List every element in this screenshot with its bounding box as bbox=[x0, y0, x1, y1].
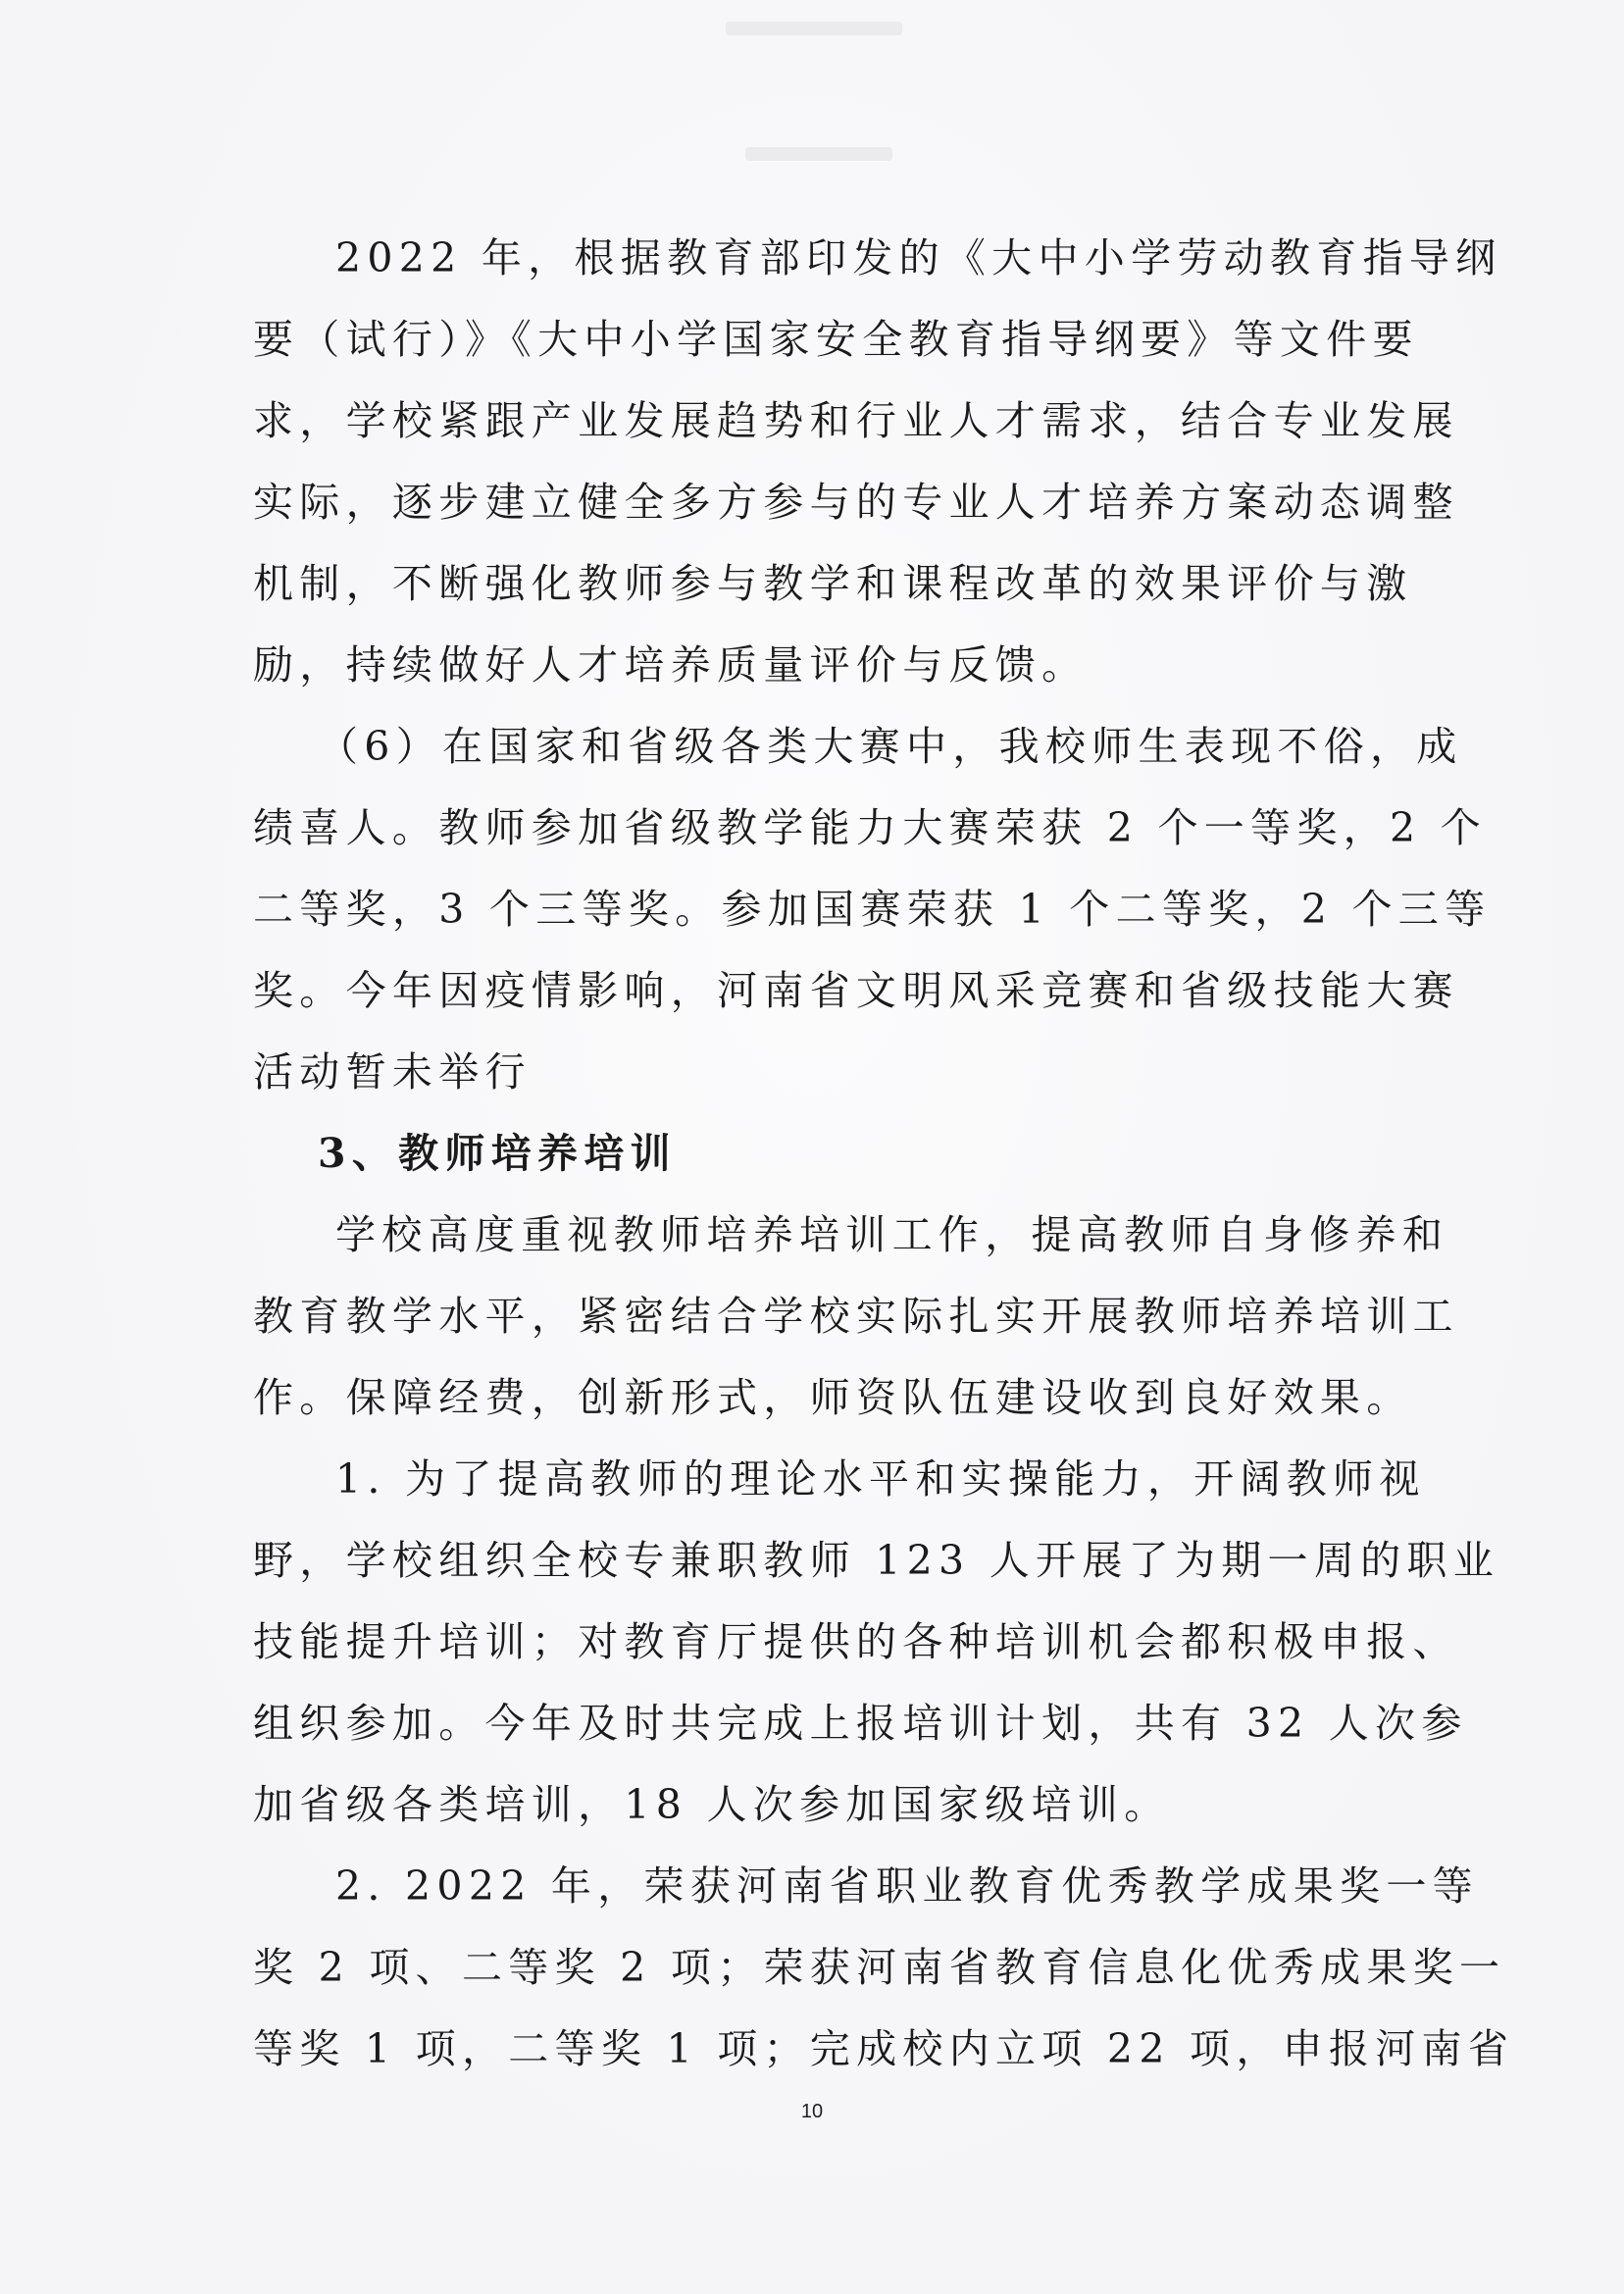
paragraph-training-item-1 bbox=[253, 1439, 1500, 1846]
text-line: 2. 2022 年，荣获河南省职业教育优秀教学成果奖一等 bbox=[335, 1862, 1479, 1910]
text-line: 学校高度重视教师培养培训工作，提高教师自身修养和 bbox=[335, 1211, 1449, 1258]
text-line: 绩喜人。教师参加省级教学能力大赛荣获 2 个一等奖，2 个 bbox=[253, 804, 1487, 851]
text-line: 技能提升培训；对教育厅提供的各种培训机会都积极申报、 bbox=[253, 1618, 1459, 1665]
text-line: 野，学校组织全校专兼职教师 123 人开展了为期一周的职业 bbox=[253, 1537, 1500, 1584]
text-line: 机制，不断强化教师参与教学和课程改革的效果评价与激 bbox=[253, 560, 1413, 607]
text-line: 要（试行）》《大中小学国家安全教育指导纲要》等文件要 bbox=[253, 316, 1419, 363]
text-line: 作。保障经费，创新形式，师资队伍建设收到良好效果。 bbox=[253, 1374, 1413, 1421]
text-line: 2022 年，根据教育部印发的《大中小学劳动教育指导纲 bbox=[335, 234, 1502, 281]
text-line: （6）在国家和省级各类大赛中，我校师生表现不俗，成 bbox=[318, 723, 1463, 770]
text-line: 1. 为了提高教师的理论水平和实操能力，开阔教师视 bbox=[335, 1455, 1426, 1503]
text-line: 二等奖，3 个三等奖。参加国赛荣获 1 个二等奖，2 个三等 bbox=[253, 886, 1492, 933]
text-line: 教育教学水平，紧密结合学校实际扎实开展教师培养培训工 bbox=[253, 1293, 1459, 1340]
text-line: 等奖 1 项，二等奖 1 项；完成校内立项 22 项，申报河南省 bbox=[253, 2025, 1515, 2072]
scan-bleed-mark bbox=[745, 147, 892, 161]
paragraph-training-intro bbox=[253, 1195, 1459, 1439]
text-line: 奖 2 项、二等奖 2 项；荣获河南省教育信息化优秀成果奖一 bbox=[253, 1944, 1506, 1991]
scan-bleed-mark bbox=[726, 22, 902, 35]
section-heading-teacher-training: 3、教师培养培训 bbox=[318, 1130, 677, 1177]
paragraph-training-item-2 bbox=[253, 1846, 1515, 2090]
paragraph-labor-education bbox=[253, 218, 1502, 706]
text-line: 奖。今年因疫情影响，河南省文明风采竞赛和省级技能大赛 bbox=[253, 967, 1459, 1014]
text-line: 组织参加。今年及时共完成上报培训计划，共有 32 人次参 bbox=[253, 1700, 1468, 1747]
text-line: 加省级各类培训，18 人次参加国家级培训。 bbox=[253, 1781, 1171, 1828]
page-number: 10 bbox=[800, 2101, 824, 2122]
text-line: 励，持续做好人才培养质量评价与反馈。 bbox=[253, 641, 1089, 688]
text-line: 求，学校紧跟产业发展趋势和行业人才需求，结合专业发展 bbox=[253, 397, 1459, 444]
paragraph-competitions bbox=[253, 706, 1492, 1113]
text-line: 实际，逐步建立健全多方参与的专业人才培养方案动态调整 bbox=[253, 479, 1459, 526]
document-body bbox=[253, 218, 1515, 2090]
text-line: 活动暂未举行 bbox=[253, 1048, 532, 1096]
